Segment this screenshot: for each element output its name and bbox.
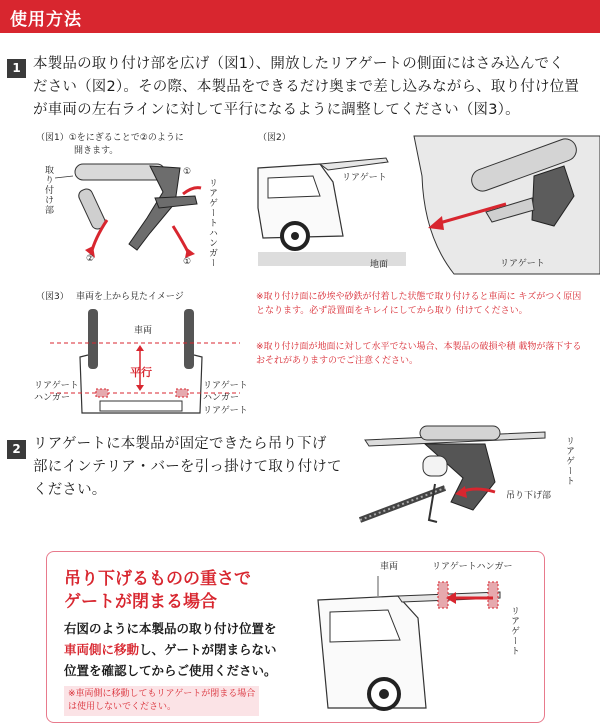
fig2-caption: （図2） [258, 133, 291, 143]
fig1-circle-1-top: ① [183, 167, 192, 177]
fig1-caption-1: （図1）①をにぎることで②のように [36, 133, 184, 143]
fig3-label-parallel: 平行 [130, 366, 152, 379]
note-2: ※取り付け面が地面に対して水平でない場合、本製品の破損や積 載物が落下するおそれがありますのでご注意ください。 [256, 342, 582, 366]
notice-body-1: 右図のように本製品の取り付け位置を [64, 621, 277, 636]
fig2-label-rear-gate: リアゲート [342, 173, 387, 183]
note-1: ※取り付け面に砂埃や砂鉄が付着した状態で取り付けると車両に キズがつく原因となります。必ず設置面をキレイにしてから取り 付けてください。 [256, 292, 582, 316]
notice-title-1: 吊り下げるものの重さで [64, 569, 251, 589]
step-2-line-1: リアゲートに本製品が固定できたら吊り下げ [33, 436, 327, 452]
fig2-car-illustration [258, 148, 406, 270]
step-2-badge: 2 [7, 440, 26, 459]
notice-warn-1: ※車両側に移動してもリアゲートが閉まる場合 [68, 689, 256, 699]
notice-label-rear-gate: リアゲート [509, 606, 519, 656]
step-1-line-1: 本製品の取り付け部を広げ（図1）、開放したリアゲートの側面にはさみ込んでく [33, 56, 564, 72]
notice-body-highlight: 車両側に移動 [64, 642, 140, 657]
fig2-closeup-illustration [414, 136, 600, 274]
notice-body-2 [64, 639, 277, 660]
fig2-label-rear-gate-2: リアゲート [500, 259, 545, 269]
notice-warn [64, 686, 259, 716]
notice-body-3: 位置を確認してからご使用ください。 [64, 663, 277, 678]
step-2-line-2: 部にインテリア・バーを引っ掛けて取り付けて [33, 459, 342, 475]
fig1-label-attach: 取り付け部 [43, 165, 53, 215]
step2-label-hook: 吊り下げ部 [506, 491, 552, 501]
notice-label-hanger: リアゲートハンガー [432, 562, 513, 572]
fig1-circle-1-bottom: ① [183, 257, 192, 267]
fig1-label-hanger: リアゲートハンガー [207, 178, 217, 268]
notice-warn-2: は使用しないでください。 [68, 702, 177, 712]
fig1-caption-2: 開きます。 [74, 146, 119, 156]
step-2-line-3: ください。 [33, 482, 107, 498]
fig3-caption: （図3） [36, 292, 69, 302]
fig3-illustration [80, 305, 210, 417]
section-title: 使用方法 [10, 10, 82, 30]
step-1-badge: 1 [7, 59, 26, 78]
step-1-line-3: が車両の左右ラインに対して平行になるように調整してください（図3）。 [33, 102, 520, 118]
fig3-label-hanger-left: リアゲート ハンガー [34, 381, 79, 403]
fig3-label-hanger-right: リアゲート ハンガー [203, 381, 248, 403]
fig3-label-rear-gate: リアゲート [203, 406, 248, 416]
fig1-circle-2: ② [86, 254, 95, 264]
step2-label-rear-gate: リアゲート [564, 436, 574, 486]
notice-illustration [318, 568, 533, 716]
section-header [0, 0, 600, 33]
step2-illustration [355, 422, 555, 532]
fig2-label-ground: 地面 [370, 260, 389, 270]
fig3-title: 車両を上から見たイメージ [76, 292, 184, 302]
fig3-label-vehicle: 車両 [134, 326, 153, 336]
notice-title-2: ゲートが閉まる場合 [64, 592, 217, 612]
step-1-line-2: ださい（図2）。その際、本製品をできるだけ奥まで差し込みながら、取り付け位置 [33, 79, 580, 95]
notice-body-2-rest: し、ゲートが閉まらない [139, 642, 277, 657]
notice-label-vehicle: 車両 [380, 562, 399, 572]
